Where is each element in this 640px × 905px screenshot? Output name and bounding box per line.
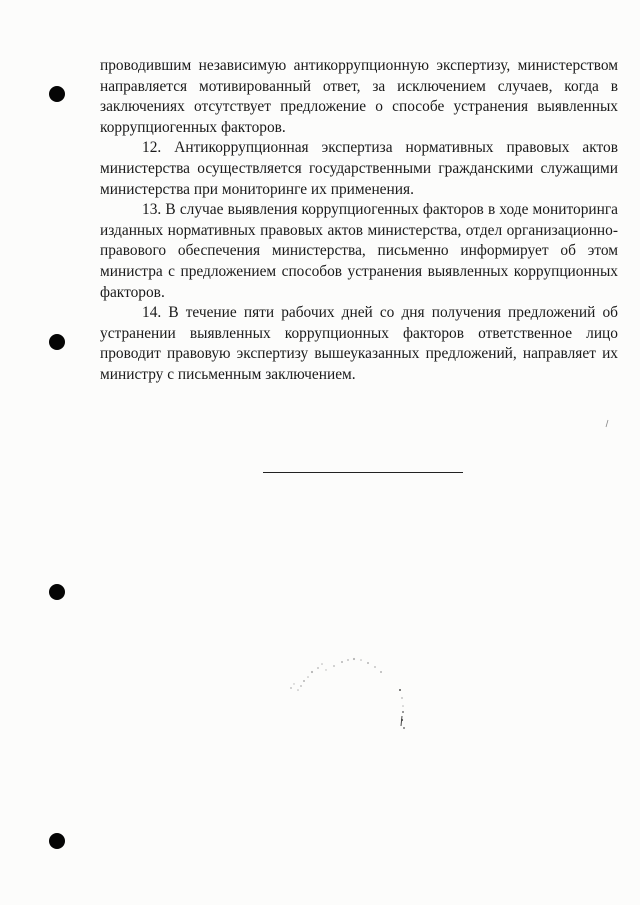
- scan-speck: [604, 416, 610, 426]
- punch-hole-icon: [49, 86, 65, 102]
- paragraph-13: 13. В случае выявления коррупциогенных факторов в ходе мониторинга изданных нормативных правовых актов министерства, отдел организационно-правового обеспечения министерства, письменно информирует об этом министра с предложением способов устранения выявленных коррупционных факторов.: [100, 201, 618, 301]
- document-body: [100, 56, 618, 386]
- paragraph-continuation: проводившим независимую антикоррупционную экспертизу, министерством направляется мотивированный ответ, за исключением случаев, когда в заключениях отсутствует предложение о способе устранения выявленных коррупциогенных факторов.: [100, 57, 618, 136]
- end-separator-line: [263, 472, 463, 473]
- punch-hole-icon: [49, 584, 65, 600]
- paragraph-14: 14. В течение пяти рабочих дней со дня получения предложений об устранении выявленных коррупционных факторов ответственное лицо проводит правовую экспертизу вышеуказанных предложений, направляет их министру с письменным заключением.: [100, 304, 618, 383]
- paragraph-12: 12. Антикоррупционная экспертиза нормативных правовых актов министерства осуществляется государственными гражданскими служащими министерства при мониторинге их применения.: [100, 139, 618, 198]
- faint-stamp-icon: [282, 650, 412, 740]
- punch-hole-icon: [49, 833, 65, 849]
- punch-hole-icon: [49, 334, 65, 350]
